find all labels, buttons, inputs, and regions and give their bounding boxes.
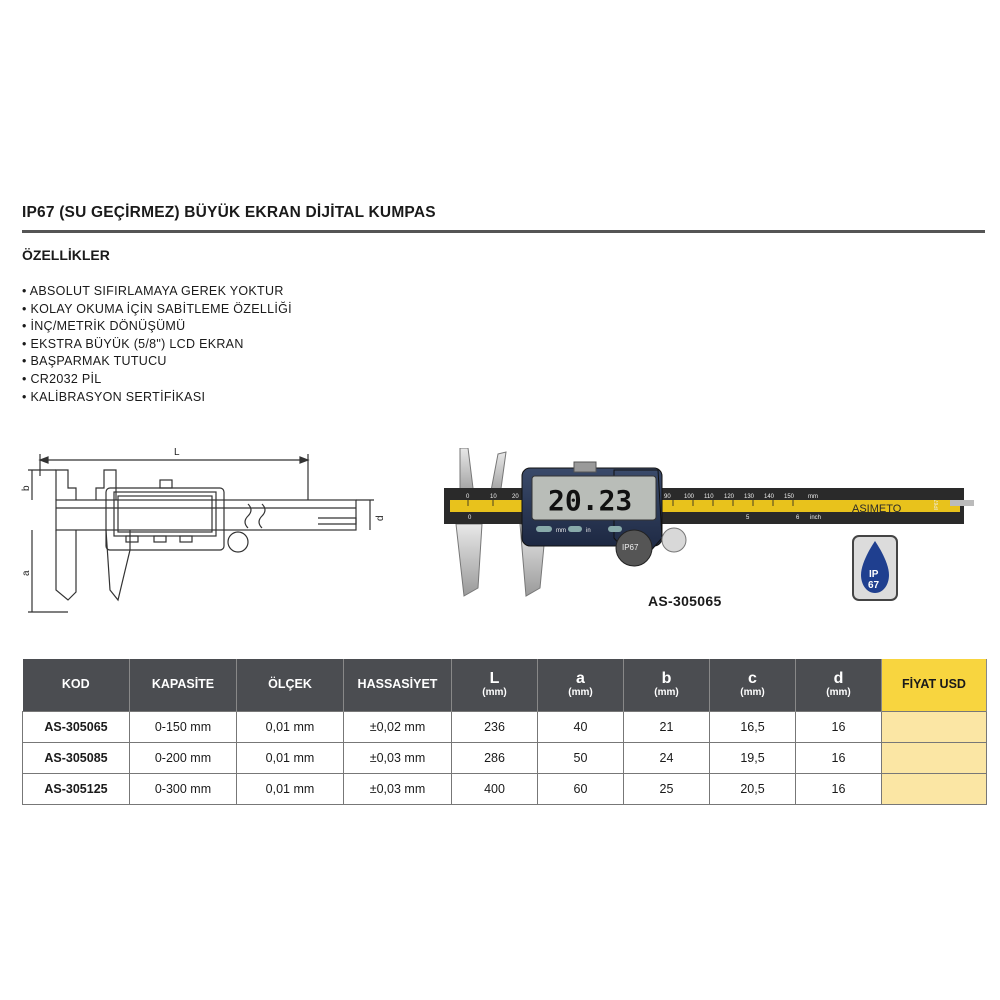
col-header-a-unit: (mm) [568, 687, 593, 699]
product-model-label: AS-305065 [648, 593, 722, 609]
cell-d: 16 [796, 712, 882, 743]
col-header-a-letter: a [576, 670, 585, 688]
cell-b: 24 [624, 743, 710, 774]
scale-number: 90 [664, 494, 671, 500]
col-header-c-unit: (mm) [740, 687, 765, 699]
cell-b: 21 [624, 712, 710, 743]
col-header-d [796, 659, 882, 712]
caliper-dimension-drawing [18, 440, 398, 620]
spec-table [22, 659, 987, 805]
scale-number: 20 [512, 494, 519, 500]
scale-number: 100 [684, 494, 695, 500]
dim-label-b: b [21, 485, 32, 491]
col-header-hassasiyet: HASSASİYET [344, 659, 452, 712]
cell-a: 60 [538, 774, 624, 805]
inch-number: 6 [796, 515, 800, 521]
scale-number: 110 [704, 494, 714, 500]
col-header-L-letter: L [489, 670, 500, 688]
cell-L: 286 [452, 743, 538, 774]
cell-b: 25 [624, 774, 710, 805]
btn-in-label: in [586, 528, 591, 534]
cell-c: 19,5 [710, 743, 796, 774]
scale-number: 140 [764, 494, 775, 500]
cell-kapasite: 0-150 mm [130, 712, 237, 743]
btn-mm-label: mm [556, 528, 566, 534]
feature-item: • İNÇ/METRİK DÖNÜŞÜMÜ [22, 318, 292, 336]
features-list [22, 283, 292, 406]
feature-item: • BAŞPARMAK TUTUCU [22, 353, 292, 371]
slider-ip-label: IP67 [622, 543, 639, 552]
table-row [23, 712, 987, 743]
col-header-a [538, 659, 624, 712]
cell-hassasiyet: ±0,03 mm [344, 743, 452, 774]
brand-logo: ASIMETO [852, 503, 902, 515]
inch-number: 5 [746, 515, 750, 521]
features-heading: ÖZELLİKLER [22, 247, 110, 263]
badge-67: 67 [868, 580, 880, 591]
cell-kapasite: 0-200 mm [130, 743, 237, 774]
cell-kod: AS-305065 [23, 712, 130, 743]
col-header-L-unit: (mm) [482, 687, 507, 699]
scale-number: 120 [724, 494, 735, 500]
cell-c: 16,5 [710, 712, 796, 743]
table-header-row [23, 659, 987, 712]
ip67-badge-icon [852, 535, 898, 601]
cell-fiyat [882, 712, 987, 743]
page-title: IP67 (SU GEÇİRMEZ) BÜYÜK EKRAN DİJİTAL KUMPAS [22, 204, 436, 221]
cell-d: 16 [796, 743, 882, 774]
cell-kod: AS-305085 [23, 743, 130, 774]
cell-fiyat [882, 743, 987, 774]
dim-label-a: a [21, 570, 32, 576]
feature-item: • CR2032 PİL [22, 371, 292, 389]
feature-item: • KOLAY OKUMA İÇİN SABİTLEME ÖZELLİĞİ [22, 301, 292, 319]
col-header-d-unit: (mm) [826, 687, 851, 699]
table-row [23, 743, 987, 774]
scale-unit: mm [808, 494, 818, 500]
cell-kod: AS-305125 [23, 774, 130, 805]
feature-item: • KALİBRASYON SERTİFİKASI [22, 389, 292, 407]
col-header-c-letter: c [748, 670, 757, 688]
col-header-olcek: ÖLÇEK [237, 659, 344, 712]
scale-number: 0 [466, 494, 470, 500]
cell-olcek: 0,01 mm [237, 774, 344, 805]
cell-hassasiyet: ±0,03 mm [344, 774, 452, 805]
cell-fiyat [882, 774, 987, 805]
col-header-L [452, 659, 538, 712]
feature-item: • EKSTRA BÜYÜK (5/8") LCD EKRAN [22, 336, 292, 354]
scale-number: 150 [784, 494, 795, 500]
cell-c: 20,5 [710, 774, 796, 805]
scale-number: 130 [744, 494, 755, 500]
col-header-b-unit: (mm) [654, 687, 679, 699]
cell-L: 236 [452, 712, 538, 743]
cell-hassasiyet: ±0,02 mm [344, 712, 452, 743]
col-header-d-letter: d [833, 670, 844, 688]
col-header-c [710, 659, 796, 712]
lcd-reading: 20.23 [548, 484, 633, 517]
feature-item: • ABSOLUT SIFIRLAMAYA GEREK YOKTUR [22, 283, 292, 301]
col-header-fiyat: FİYAT USD [882, 659, 987, 712]
side-ip-mark: IP67 [934, 499, 940, 510]
cell-olcek: 0,01 mm [237, 743, 344, 774]
cell-L: 400 [452, 774, 538, 805]
dim-label-L: L [174, 447, 180, 458]
table-row [23, 774, 987, 805]
col-header-kod: KOD [23, 659, 130, 712]
cell-d: 16 [796, 774, 882, 805]
col-header-b-letter: b [661, 670, 672, 688]
cell-olcek: 0,01 mm [237, 712, 344, 743]
scale-number: 10 [490, 494, 497, 500]
col-header-kapasite: KAPASİTE [130, 659, 237, 712]
title-divider [22, 230, 985, 233]
cell-a: 40 [538, 712, 624, 743]
col-header-b [624, 659, 710, 712]
inch-unit: inch [810, 515, 822, 521]
inch-number: 0 [468, 515, 472, 521]
badge-ip: IP [869, 569, 879, 580]
cell-kapasite: 0-300 mm [130, 774, 237, 805]
dim-label-d: d [375, 515, 386, 521]
cell-a: 50 [538, 743, 624, 774]
